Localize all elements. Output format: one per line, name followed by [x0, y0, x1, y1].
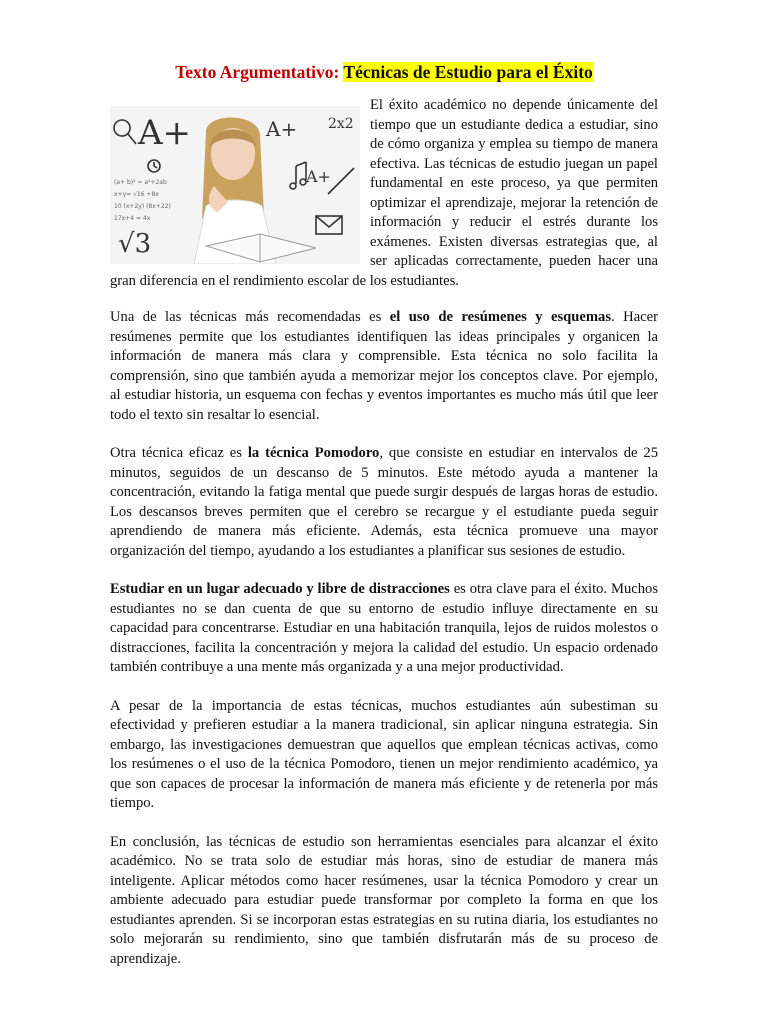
svg-text:17x+4 = 4x: 17x+4 = 4x	[114, 215, 151, 222]
title-highlighted: Técnicas de Estudio para el Éxito	[343, 62, 593, 82]
paragraph-conclusion: En conclusión, las técnicas de estudio son herramientas esenciales para alcanzar el éxito académico. No se trata solo de estudiar más horas, sino de estudiar de manera más inteligente. Aplicar métodos como hacer resúmenes, usar la técnica Pomodoro y crear un ambiente adecuado para estudiar puede transformar por completo la forma en que los estudiantes aprenden. Si se incorporan estas estrategias en su rutina diaria, los estudiantes no solo mejorarán su rendimiento, sino que también disfrutarán más de su proceso de aprendizaje.	[110, 833, 658, 967]
p4-text-post: es otra clave para el éxito. Muchos estudiantes no se dan cuenta de que su entorno de estudio influye directamente en su capacidad para concentrarse. Estudiar en una habitación tranquila, lejos de ruidos molestos o distracciones, facilita la concentración y mejora la calidad del estudio. Un espacio ordenado también contribuye a una mente más organizada y a una mejor productividad.	[110, 581, 658, 675]
document-title	[0, 60, 768, 84]
svg-text:(a+ b)² = a²+2ab: (a+ b)² = a²+2ab	[114, 179, 167, 186]
glyph-a-plus-1: A+	[138, 113, 192, 153]
student-studying-illustration	[110, 106, 360, 264]
svg-text:x+y= √16 +8x: x+y= √16 +8x	[114, 191, 159, 198]
paragraph-environment	[110, 580, 658, 678]
glyph-sqrt3: √3	[118, 229, 152, 259]
glyph-a-plus-2: A+	[266, 117, 298, 141]
p3-text-post: , que consiste en estudiar en intervalos de 25 minutos, seguidos de un descanso de 5 minutos. Este método ayuda a mantener la concentración, evitando la fatiga mental que puede surgir después de largas horas de estudio. Los descansos breves permiten que el cerebro se recargue y el estudiante pueda seguir aprendiendo de manera más eficiente. Además, esta técnica promueve una mayor organización del tiempo, ayudando a los estudiantes a planificar sus sesiones de estudio.	[110, 445, 658, 559]
svg-text:10 (x+2y) (8x+22): 10 (x+2y) (8x+22)	[114, 203, 171, 210]
glyph-a-plus-3: A+	[306, 167, 331, 186]
paragraph-summaries	[110, 308, 658, 425]
p2-text-post: . Hacer resúmenes permite que los estudiantes identifiquen las ideas principales y organicen la información de manera más clara y comprensible. Esta técnica no solo facilita la comprensión, sino que también ayuda a memorizar mejor los conceptos clave. Por ejemplo, al estudiar historia, un esquema con fechas y eventos importantes es mucho más útil que leer todo el texto sin resaltar lo esencial.	[110, 309, 658, 423]
p2-bold-phrase: el uso de resúmenes y esquemas	[389, 309, 612, 325]
paragraph-counterpoint: A pesar de la importancia de estas técnicas, muchos estudiantes aún subestiman su efectividad y prefieren estudiar a la manera tradicional, sin aplicar ninguna estrategia. Sin embargo, las investigaciones demuestran que aquellos que emplean técnicas activas, como los resúmenes o el uso de la técnica Pomodoro, tienen un mejor rendimiento académico, ya que son capaces de procesar la información de manera más eficiente y de retenerla por más tiempo.	[110, 697, 658, 811]
p3-bold-phrase: la técnica Pomodoro	[247, 445, 380, 461]
glyph-2x2: 2x2	[328, 116, 354, 132]
paragraph-pomodoro	[110, 444, 658, 561]
p3-text-pre: Otra técnica eficaz es	[110, 445, 248, 461]
p2-text-pre: Una de las técnicas más recomendadas es	[110, 309, 390, 325]
illustration-svg	[110, 106, 360, 264]
title-lead: Texto Argumentativo:	[175, 62, 340, 82]
document-body	[110, 96, 658, 988]
p4-bold-phrase: Estudiar en un lugar adecuado y libre de distracciones	[110, 581, 450, 597]
paragraph-intro: El éxito académico no depende únicamente del tiempo que un estudiante dedica a estudiar, sino de cómo organiza y emplea su tiempo de manera efectiva. Las técnicas de estudio juegan un papel fundamental en este proceso, ya que permiten optimizar el aprendizaje, mejorar la retención de información y reducir el estrés durante los exámenes. Existen diversas estrategias que, al ser aplicadas correctamente, pueden hacer una gran diferencia en el rendimiento escolar de los estudiantes.	[110, 97, 658, 289]
